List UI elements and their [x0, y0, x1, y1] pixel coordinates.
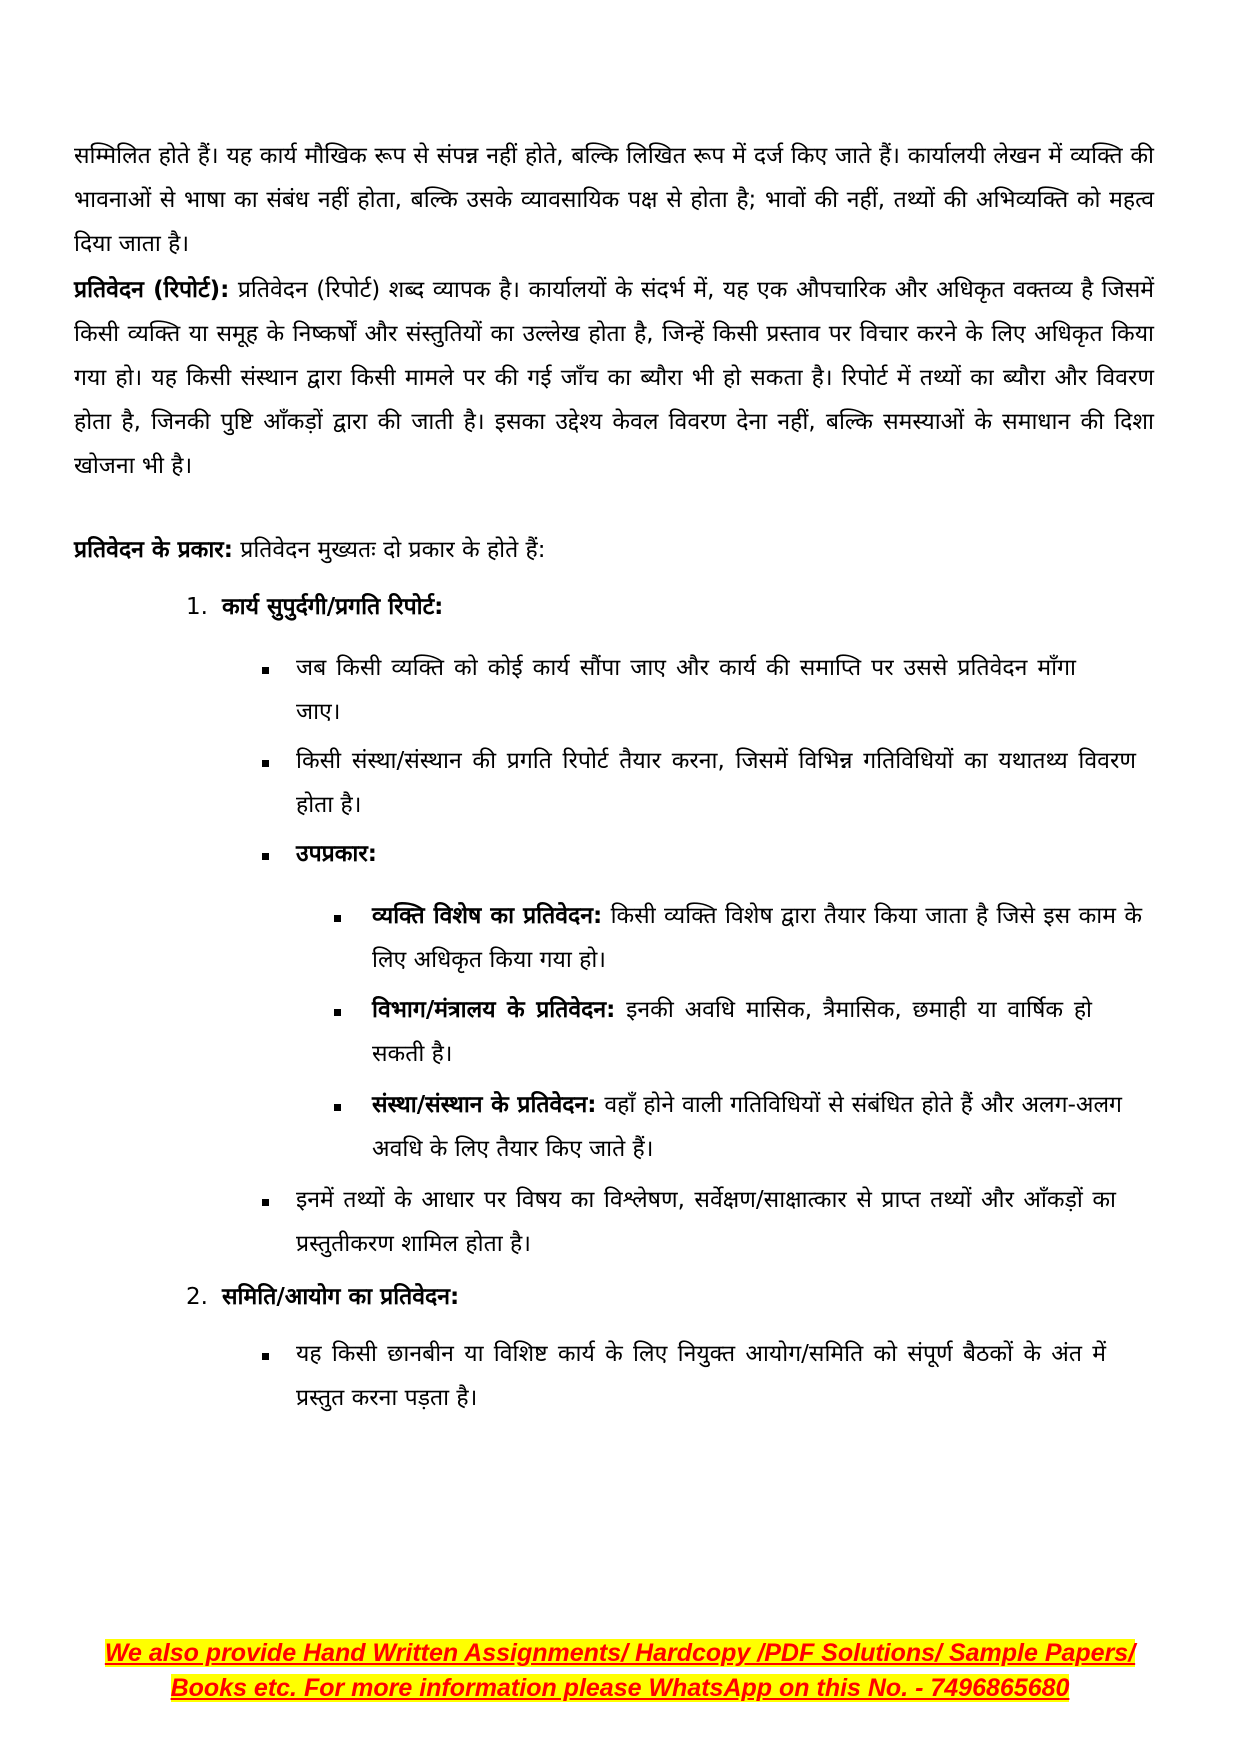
section2-bullet1: [296, 1332, 1106, 1420]
bullet-marker: [262, 1199, 269, 1206]
footer-line-2: Books etc. For more information please WhatsApp on this No. - 7496865680: [170, 1674, 1070, 1702]
section1-bullet3: [296, 1178, 1116, 1266]
section2-bullet1-text: यह किसी छानबीन या विशिष्ट कार्य के लिए नियुक्त आयोग/समिति को संपूर्ण बैठकों के अंत में प्रस्तुत करना पड़ता है।: [296, 1341, 1106, 1411]
subtype-2-text: इनकी अवधि मासिक, त्रैमासिक, छमाही या वार्षिक हो सकती है।: [372, 997, 1093, 1067]
bullet-marker: [334, 1009, 341, 1016]
intro-text: सम्मिलित होते हैं। यह कार्य मौखिक रूप से संपन्न नहीं होते, बल्कि लिखित रूप में दर्ज किए जाते हैं। कार्यालयी लेखन में व्यक्ति की भावनाओं से भाषा का संबंध नहीं होता, बल्कि उसके व्यावसायिक पक्ष से होता है; भावों की नहीं, तथ्यों की अभिव्यक्ति को महत्व दिया जाता है।: [74, 143, 1154, 257]
report-types-label: प्रतिवेदन के प्रकार:: [74, 537, 233, 563]
subtype-3-label: संस्था/संस्थान के प्रतिवेदन:: [372, 1092, 597, 1118]
section2-heading: समिति/आयोग का प्रतिवेदन:: [222, 1284, 460, 1310]
section1-bullet1-text: जब किसी व्यक्ति को कोई कार्य सौंपा जाए और कार्य की समाप्ति पर उससे प्रतिवेदन माँगा जाए।: [296, 655, 1076, 725]
bullet-marker: [262, 760, 269, 767]
bullet-marker: [334, 915, 341, 922]
subtype-1-label: व्यक्ति विशेष का प्रतिवेदन:: [372, 903, 603, 929]
subtype-1-text: किसी व्यक्ति विशेष द्वारा तैयार किया जाता है जिसे इस काम के लिए अधिकृत किया गया हो।: [372, 903, 1142, 973]
subtype-item-1: [372, 894, 1142, 982]
bullet-marker: [262, 853, 269, 860]
section1-number: 1.: [186, 594, 208, 620]
subtype-item-3: [372, 1083, 1122, 1171]
section1-bullet2-text: किसी संस्था/संस्थान की प्रगति रिपोर्ट तैयार करना, जिसमें विभिन्न गतिविधियों का यथातथ्य विवरण होता है।: [296, 748, 1136, 818]
footer-notice: [70, 1636, 1170, 1706]
subtype-3-text: वहाँ होने वाली गतिविधियों से संबंधित होते हैं और अलग-अलग अवधि के लिए तैयार किए जाते हैं।: [372, 1092, 1123, 1162]
bullet-marker: [262, 1353, 269, 1360]
report-types-text: प्रतिवेदन मुख्यतः दो प्रकार के होते हैं:: [232, 537, 546, 563]
section1-heading: कार्य सुपुर्दगी/प्रगति रिपोर्ट:: [222, 594, 444, 620]
report-definition-label: प्रतिवेदन (रिपोर्ट):: [74, 277, 230, 303]
section1-bullet1: [296, 646, 1076, 734]
report-definition-text: प्रतिवेदन (रिपोर्ट) शब्द व्यापक है। कार्यालयों के संदर्भ में, यह एक औपचारिक और अधिकृत वक्तव्य है जिसमें किसी व्यक्ति या समूह के निष्कर्षों और संस्तुतियों का उल्लेख होता है, जिन्हें किसी प्रस्ताव पर विचार करने के लिए अधिकृत किया गया हो। यह किसी संस्थान द्वारा किसी मामले पर की गई जाँच का ब्यौरा भी हो सकता है। रिपोर्ट में तथ्यों का ब्यौरा और विवरण होता है, जिनकी पुष्टि आँकड़ों द्वारा की जाती है। इसका उद्देश्य केवल विवरण देना नहीं, बल्कि समस्याओं के समाधान की दिशा खोजना भी है।: [74, 277, 1154, 479]
section1-bullet3-text: इनमें तथ्यों के आधार पर विषय का विश्लेषण, सर्वेक्षण/साक्षात्कार से प्राप्त तथ्यों और आँकड़ों का प्रस्तुतीकरण शामिल होता है।: [296, 1187, 1116, 1257]
section2-number: 2.: [186, 1284, 208, 1310]
subtypes-label: उपप्रकार:: [296, 841, 377, 867]
subtype-2-label: विभाग/मंत्रालय के प्रतिवेदन:: [372, 997, 616, 1023]
footer-line-1: We also provide Hand Written Assignments/ Hardcopy /PDF Solutions/ Sample Papers/: [104, 1639, 1136, 1667]
section1-bullet2: [296, 739, 1136, 827]
report-definition-paragraph: [74, 268, 1154, 488]
bullet-marker: [334, 1104, 341, 1111]
report-types-paragraph: [74, 528, 1154, 572]
subtype-item-2: [372, 988, 1092, 1076]
bullet-marker: [262, 667, 269, 674]
intro-paragraph: [74, 134, 1154, 266]
